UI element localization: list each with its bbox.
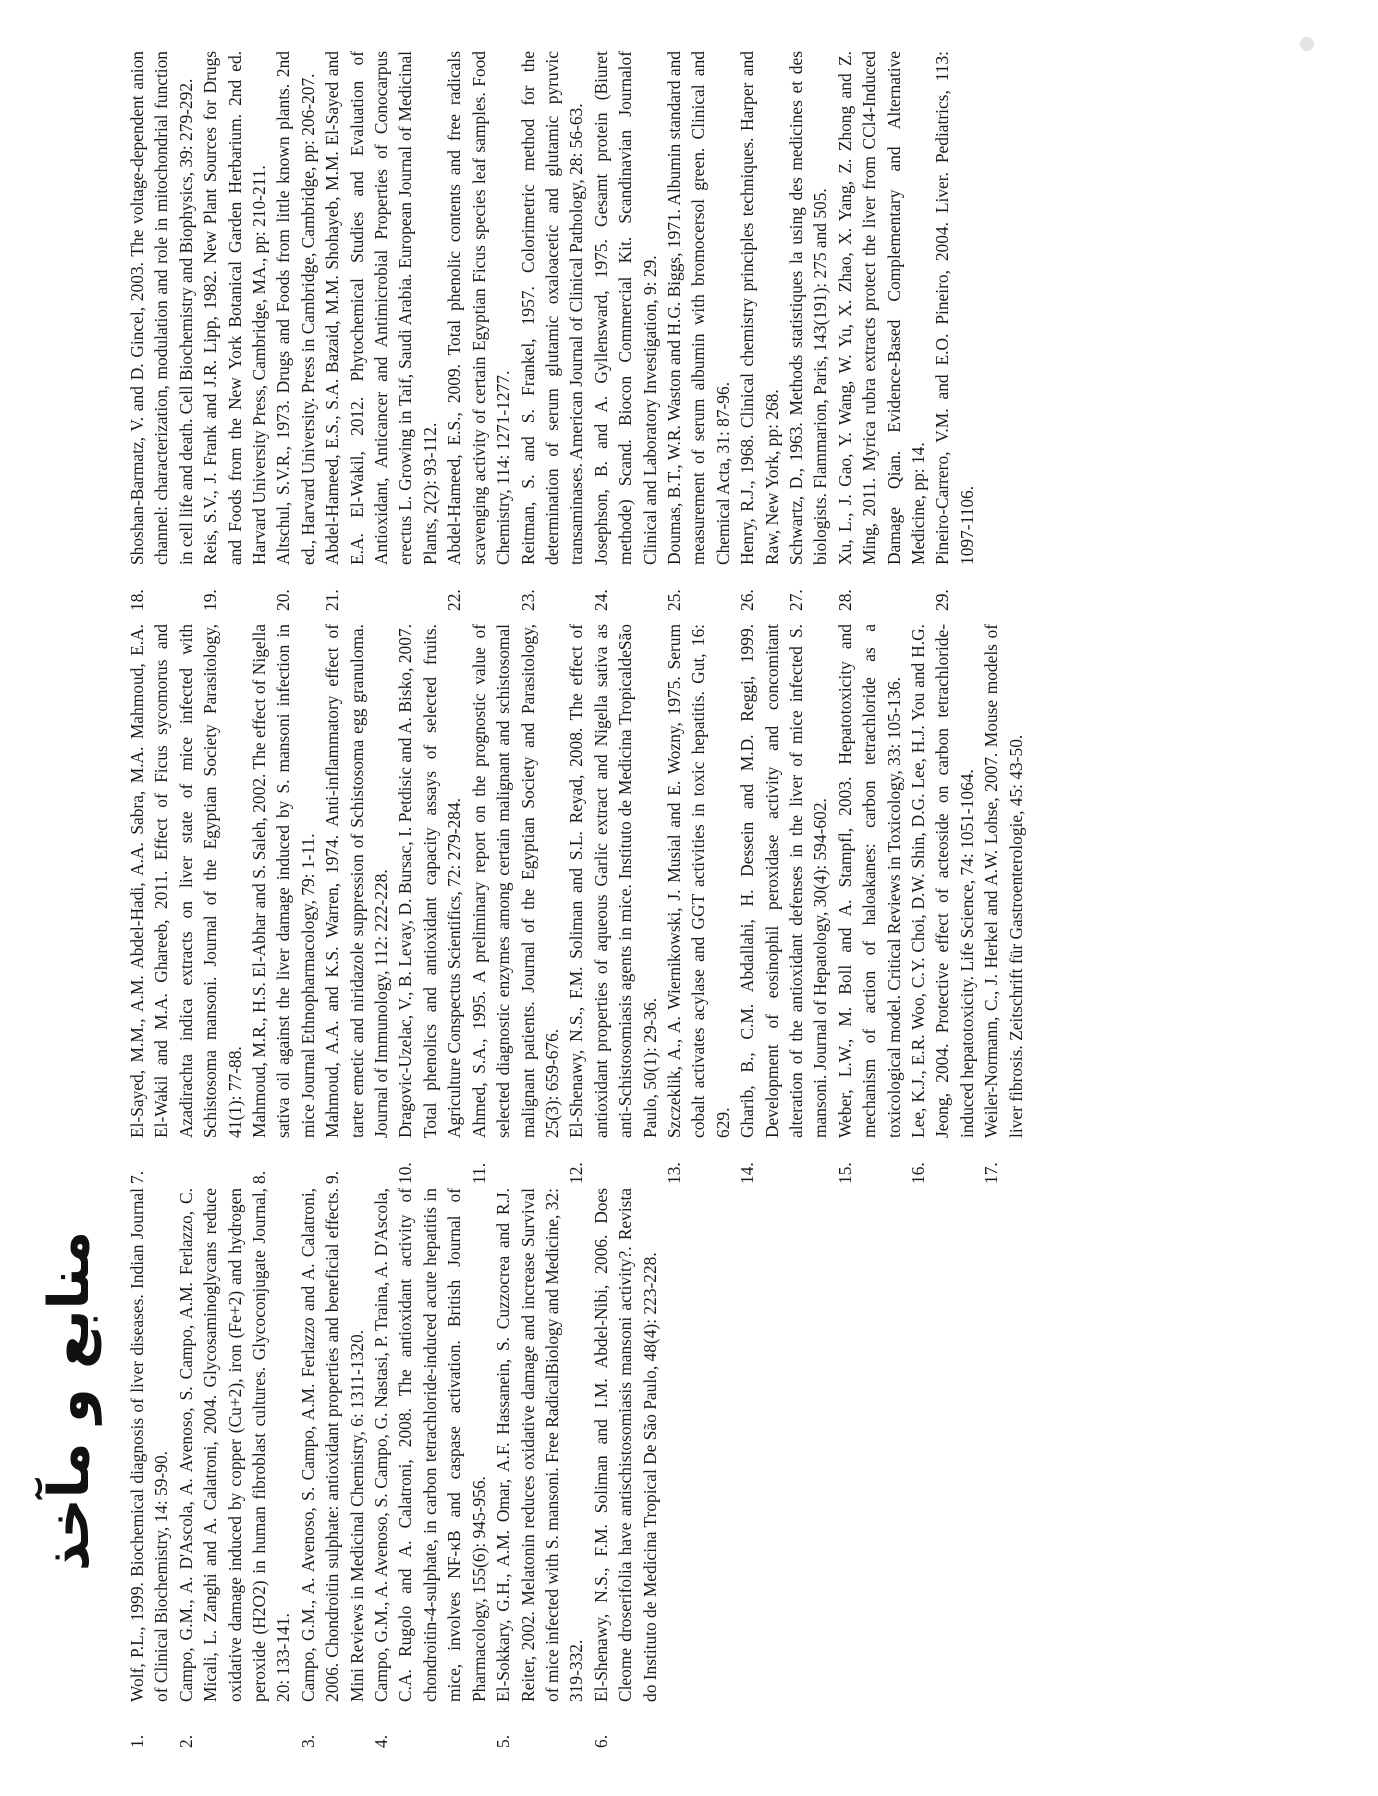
reference-item (296, 1188, 369, 1748)
page-heading: منابع و مآخذ (37, 1230, 102, 1572)
reference-column-2 (125, 624, 1028, 1184)
reference-number: 24. (590, 589, 611, 611)
reference-item (320, 624, 393, 1184)
reference-item (833, 51, 931, 611)
reference-text: Shoshan-Barmatz, V. and D. Gincel, 2003. The voltage-dependent anion channel: characterization, modulation and role in mitochondrial function in cell life and death. Cell Biochemistry and Biophysics, 39: 279-292. (127, 51, 196, 565)
reference-number: 8. (249, 1170, 270, 1184)
reference-number: 22. (444, 589, 465, 611)
reference-text: Xu, L., J. Gao, Y. Wang, W. Yu, X. Zhao, X. Yang, Z. Zhong and Z. Ming, 2011. Myrica rubra extracts protect the liver from CCl4-Induced Damage Qian. Evidence-Based Complementary and Alternative Medicine, pp: 14. (834, 51, 928, 565)
reference-number: 29. (932, 589, 953, 611)
reference-item (735, 624, 833, 1184)
reference-item (662, 624, 735, 1184)
reference-text: Schwartz, D., 1963. Methods statistiques la using des medicines et des biologists. Flammarion, Paris, 143(191): 275 and 505. (785, 51, 831, 565)
reference-text: Josephson, B. and A. Gyllensward, 1975. Gesamt protein (Biuret methode) Scand. Biocon Commercial Kit. Scandinavian Journalof Clinical and Laboratory Investigation, 9: 29. (590, 51, 660, 565)
reference-item (735, 51, 784, 611)
reference-item (589, 51, 662, 611)
reference-number: 3. (297, 1734, 318, 1748)
reference-item (516, 51, 589, 611)
reference-item (393, 624, 466, 1184)
reference-number: 4. (371, 1734, 392, 1748)
reference-item (369, 1188, 491, 1748)
reference-text: Szczeklik, A., A. Wiernikowski, J. Musial and E. Wozny, 1975. Serum cobalt activates acylase and GGT activities in toxic hepatitis. Gut, 16: 629. (663, 624, 733, 1138)
reference-item (125, 1188, 174, 1748)
reference-item (125, 624, 247, 1184)
reference-item (979, 624, 1028, 1184)
reference-text: El-Sokkary, G.H., A.M. Omar, A.F. Hassanein, S. Cuzzocrea and R.J. Reiter, 2002. Melatonin reduces oxidative damage and increase Survival of mice infected with S. mansoni. Free RadicalBiology and Medicine, 32: 319-332. (493, 1188, 587, 1702)
reference-number: 21. (322, 589, 343, 611)
reference-item (930, 51, 979, 611)
reference-text: Wolf, P.L., 1999. Biochemical diagnosis of liver diseases. Indian Journal of Clinical Biochemistry, 14: 59-90. (127, 1188, 172, 1702)
reference-text: Gharib, B., C.M. Abdallahi, H. Dessein and M.D. Reggi, 1999. Development of eosinophil peroxidase activity and concomitant alteration of the antioxidant defenses in the liver of mice infected S. mansoni. Journal of Hepatology, 30(4): 594-602. (737, 624, 831, 1138)
reference-item (174, 1188, 296, 1748)
reference-text: El-Sayed, M.M., A.M. Abdel-Hadi, A.A. Sabra, M.A. Mahmoud, E.A. El-Wakil and M.A. Ghareeb, 2011. Effect of Ficus sycomorus and Azadirachta indica extracts on liver state of mice infected with Schistosoma mansoni. Journal of the Egyptian Society Parasitology, 41(1): 77-88. (127, 624, 245, 1138)
reference-text: Campo, G.M., A. D'Ascola, A. Avenoso, S. Campo, A.M. Ferlazzo, C. Micali, L. Zanghi and A. Calatroni, 2004. Glycosaminoglycans reduce oxidative damage induced by copper (Cu+2), iron (Fe+2) and hydrogen peroxide (H2O2) in human fibroblast cultures. Glycoconjugate Journal, 20: 133-141. (175, 1188, 294, 1702)
reference-item (906, 624, 979, 1184)
reference-number: 7. (127, 1170, 147, 1184)
reference-text: Doumas, B.T., W.R. Waston and H.G. Biggs, 1971. Albumin standard and measurement of serum albumin with bromocersol green. Clinical and Chemical Acta, 31: 87-96. (663, 51, 733, 565)
reference-number: 17. (981, 1162, 1002, 1184)
scan-artifact-dot (1300, 37, 1314, 51)
reference-item (247, 624, 320, 1184)
reference-item (442, 51, 515, 611)
reference-text: Mahmoud, M.R., H.S. El-Abhar and S. Saleh, 2002. The effect of Nigella sativa oil against the liver damage induced by S. mansoni infection in mice Journal Ethnopharmacology, 79: 1-11. (249, 624, 318, 1138)
reference-text: El-Shenawy, N.S., F.M. Soliman and S.L. Reyad, 2008. The effect of antioxidant properties of aqueous Garlic extract and Nigella sativa as anti-Schistosomiasis agents in mice. Instituto de Medicina TropicaldeSão Paulo, 50(1): 29-36. (566, 624, 660, 1138)
reference-item (198, 51, 271, 611)
reference-number: 15. (834, 1162, 855, 1184)
reference-item (589, 1188, 662, 1748)
reference-text: El-Shenawy, N.S., F.M. Soliman and I.M. Abdel-Nibi, 2006. Does Cleome droserifolia have antischistosomiasis mansoni activity?. Revista do Instituto de Medicina Tropical De São Paulo, 48(4): 223-228. (590, 1188, 660, 1702)
reference-item (491, 1188, 589, 1748)
reference-number: 20. (273, 589, 294, 611)
reference-number: 27. (785, 589, 806, 611)
reference-number: 9. (322, 1170, 343, 1184)
reference-item (271, 51, 320, 611)
reference-item (833, 624, 906, 1184)
reference-item (784, 51, 833, 611)
reference-number: 16. (908, 1162, 928, 1184)
reference-number: 5. (493, 1734, 514, 1748)
reference-number: 28. (834, 589, 855, 611)
reference-text: Campo, G.M., A. Avenoso, S. Campo, G. Nastasi, P. Traina, A. D'Ascola, C.A. Rugolo and A. Calatroni, 2008. The antioxidant activity of chondroitin-4-sulphate, in carbon tetrachloride-induced acute hepatitis in mice, involves NF-κB and caspase activation. British Journal of Pharmacology, 155(6): 945-956. (371, 1188, 489, 1702)
reference-text: Abdel-Hameed, E.S., S.A. Bazaid, M.M. Shohayeb, M.M. El-Sayed and E.A. El-Wakil, 2012. Phytochemical Studies and Evaluation of Antioxidant, Anticancer and Antimicrobial Properties of Conocarpus erectus L. Growing in Taif, Saudi Arabia. European Journal of Medicinal Plants, 2(2): 93-112. (322, 51, 440, 565)
reference-text: Ahmed, S.A., 1995. A preliminary report on the prognostic value of selected diagnostic enzymes among certain malignant and schistosomal malignant patients. Journal of the Egyptian Society and Parasitology, 25(3): 659-676. (468, 624, 562, 1138)
reference-number: 25. (663, 589, 684, 611)
reference-column-1 (125, 1188, 662, 1748)
reference-column-3 (125, 51, 979, 611)
reference-number: 11. (468, 1162, 489, 1184)
reference-number: 12. (566, 1162, 587, 1184)
reference-number: 19. (200, 589, 221, 611)
reference-number: 6. (590, 1734, 611, 1748)
reference-text: Pineiro-Carrero, V.M. and E.O. Pineiro, 2004. Liver. Pediatrics, 113: 1097-1106. (932, 51, 977, 565)
reference-text: Lee, K.J., E.R. Woo, C.Y. Choi, D.W. Shin, D.G. Lee, H.J. You and H.G. Jeong, 2004. Protective effect of acteoside on carbon tetrachloride-induced hepatotoxicity. Life Science, 74: 1051-1064. (908, 624, 977, 1138)
reference-number: 13. (663, 1162, 684, 1184)
reference-text: Reitman, S. and S. Frankel, 1957. Colorimetric method for the determination of serum glutamic oxaloacetic and glutamic pyruvic transaminases. American Journal of Clinical Pathology, 28: 56-63. (517, 51, 587, 565)
reference-text: Weiler-Normann, C., J. Herkel and A.W. Lohse, 2007. Mouse models of liver fibrosis. Zeitschrift für Gastroenterologie, 45: 43-50. (981, 624, 1026, 1138)
reference-number: 2. (175, 1734, 196, 1748)
reference-text: Abdel-Hameed, E.S., 2009. Total phenolic contents and free radicals scavenging activity of certain Egyptian Ficus species leaf samples. Food Chemistry, 114: 1271-1277. (444, 51, 514, 565)
reference-text: Henry, R.J., 1968. Clinical chemistry principles techniques. Harper and Raw, New York, pp: 268. (737, 51, 782, 565)
reference-number: 1. (127, 1734, 147, 1748)
reference-text: Campo, G.M., A. Avenoso, S. Campo, A.M. Ferlazzo and A. Calatroni, 2006. Chondroitin sulphate: antioxidant properties and beneficial effects. Mini Reviews in Medicinal Chemistry, 6: 1311-1320. (297, 1188, 367, 1702)
reference-number: 26. (737, 589, 758, 611)
reference-item (467, 624, 565, 1184)
reference-item (564, 624, 662, 1184)
reference-item (125, 51, 198, 611)
reference-item (320, 51, 442, 611)
reference-text: Altschul, S.V.R., 1973. Drugs and Foods from little known plants. 2nd ed., Harvard University. Press in Cambridge, Cambridge, pp: 206-207. (273, 51, 318, 565)
reference-number: 14. (737, 1162, 758, 1184)
reference-number: 23. (517, 589, 538, 611)
reference-text: Weber, L.W., M. Boll and A. Stampfl, 2003. Hepatotoxicity and mechanism of action of haloakanes: carbon tetrachloride as a toxicological model. Critical Reviews in Toxicology, 33: 105-136. (834, 624, 904, 1138)
reference-text: Reis, S.V., J. Frank and J.R. Lipp, 1982. New Plant Sources for Drugs and Foods from the New York Botanical Garden Herbarium. 2nd ed. Harvard University Press, Cambridge, MA., pp: 210-211. (200, 51, 270, 565)
reference-item (662, 51, 735, 611)
reference-number: 18. (127, 589, 147, 611)
reference-text: Dragovic-Uzelac, V., B. Levay, D. Bursac, I. Petdisic and A. Bisko, 2007. Total phenolics and antioxidant capacity assays of selected fruits. Agriculture Conspectus Scientifics, 72: 279-284. (395, 624, 465, 1138)
reference-text: Mahmoud, A.A. and K.S. Warren, 1974. Anti-inflammatory effect of tarter emetic and niridazole suppression of Schistosoma egg granuloma. Journal of Immunology, 112: 222-228. (322, 624, 392, 1138)
reference-number: 10. (395, 1162, 416, 1184)
